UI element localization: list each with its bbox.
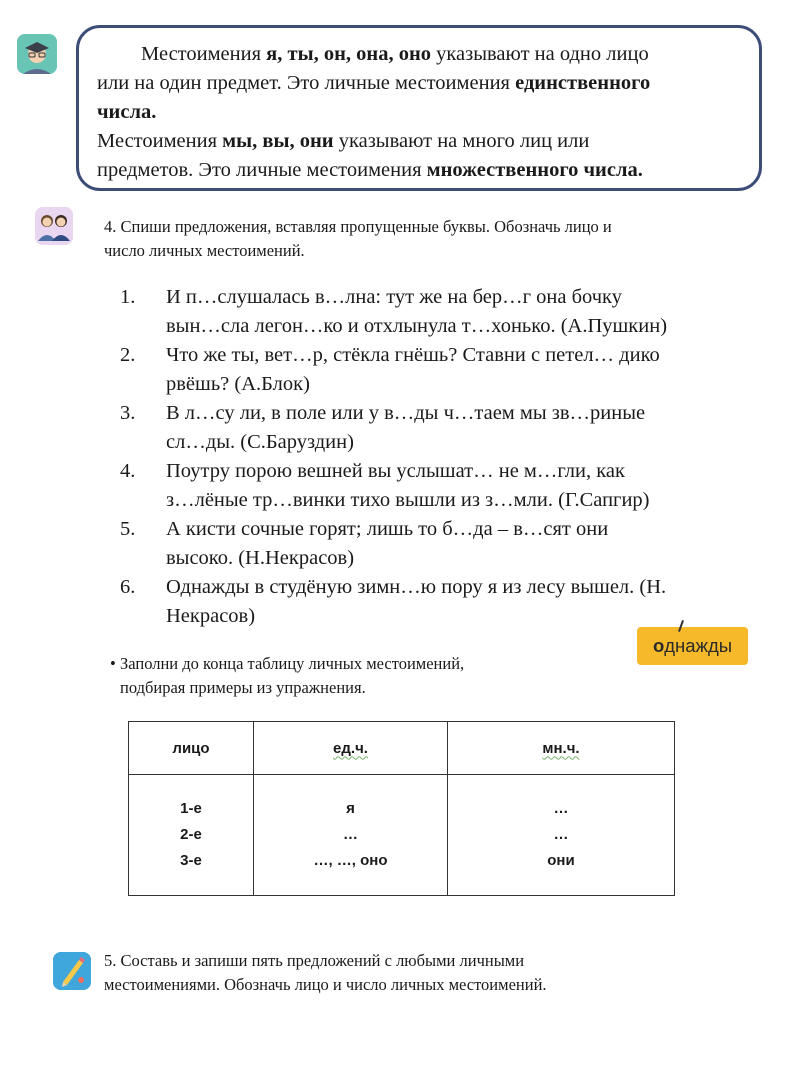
header-singular: ед.ч. [254,722,448,775]
list-item: 2. Что же ты, вет…р, стёкла гнёшь? Ставни с петел… дико рвёшь? (А.Блок) [120,344,660,395]
pair-work-icon [35,207,73,245]
list-item: 3. В л…су ли, в поле или у в…ды ч…таем мы зв…риные сл…ды. (С.Баруздин) [120,402,646,453]
table-row: 1-е 2-е 3-е я … …, …, оно … … они [129,775,675,896]
list-item: 6. Однажды в студёную зимн…ю пору я из лесу вышел. (Н. Некрасов) [120,576,667,627]
teacher-icon [17,34,57,74]
task-5-instruction [104,949,547,997]
pencil-icon [53,952,91,990]
task-4-line-1: 4. Спиши предложения, вставляя пропущенные буквы. Обозначь лицо и [104,217,612,236]
list-item: 1. И п…слушалась в…лна: тут же на бер…г она бочку вын…сла легон…ко и отхлынула т…хонько. (А.Пушкин) [120,286,668,337]
sentence-list [120,283,770,631]
rule-box: Местоимения я, ты, он, она, оно указывают на одно лицо или на один предмет. Это личные местоимения единственного числа. Местоимения мы, вы, они указывают на много лиц или предметов. Это личные местоимения множественного числа. [76,25,762,191]
vocabulary-word-badge: о днажды [637,627,748,665]
table-instruction: • Заполни до конца таблицу личных местоимений, подбирая примеры из упражнения. [110,654,465,697]
task-5-line-2: местоимениями. Обозначь лицо и число личных местоимений. [104,975,547,994]
list-item: 4. Поутру порою вешней вы услышат… не м…гли, как з…лёные тр…винки тихо вышли из з…мли. (Г.Сапгир) [120,460,650,511]
table-header-row [129,722,675,775]
header-plural: мн.ч. [448,722,675,775]
task-4-line-2: число личных местоимений. [104,241,305,260]
list-item: 5. А кисти сочные горят; лишь то б…да – в…сят они высоко. (Н.Некрасов) [120,518,609,569]
pronoun-table [128,721,675,896]
header-person: лицо [129,722,254,775]
task-4-instruction [104,215,612,263]
task-5-line-1: 5. Составь и запиши пять предложений с любыми личными [104,951,525,970]
